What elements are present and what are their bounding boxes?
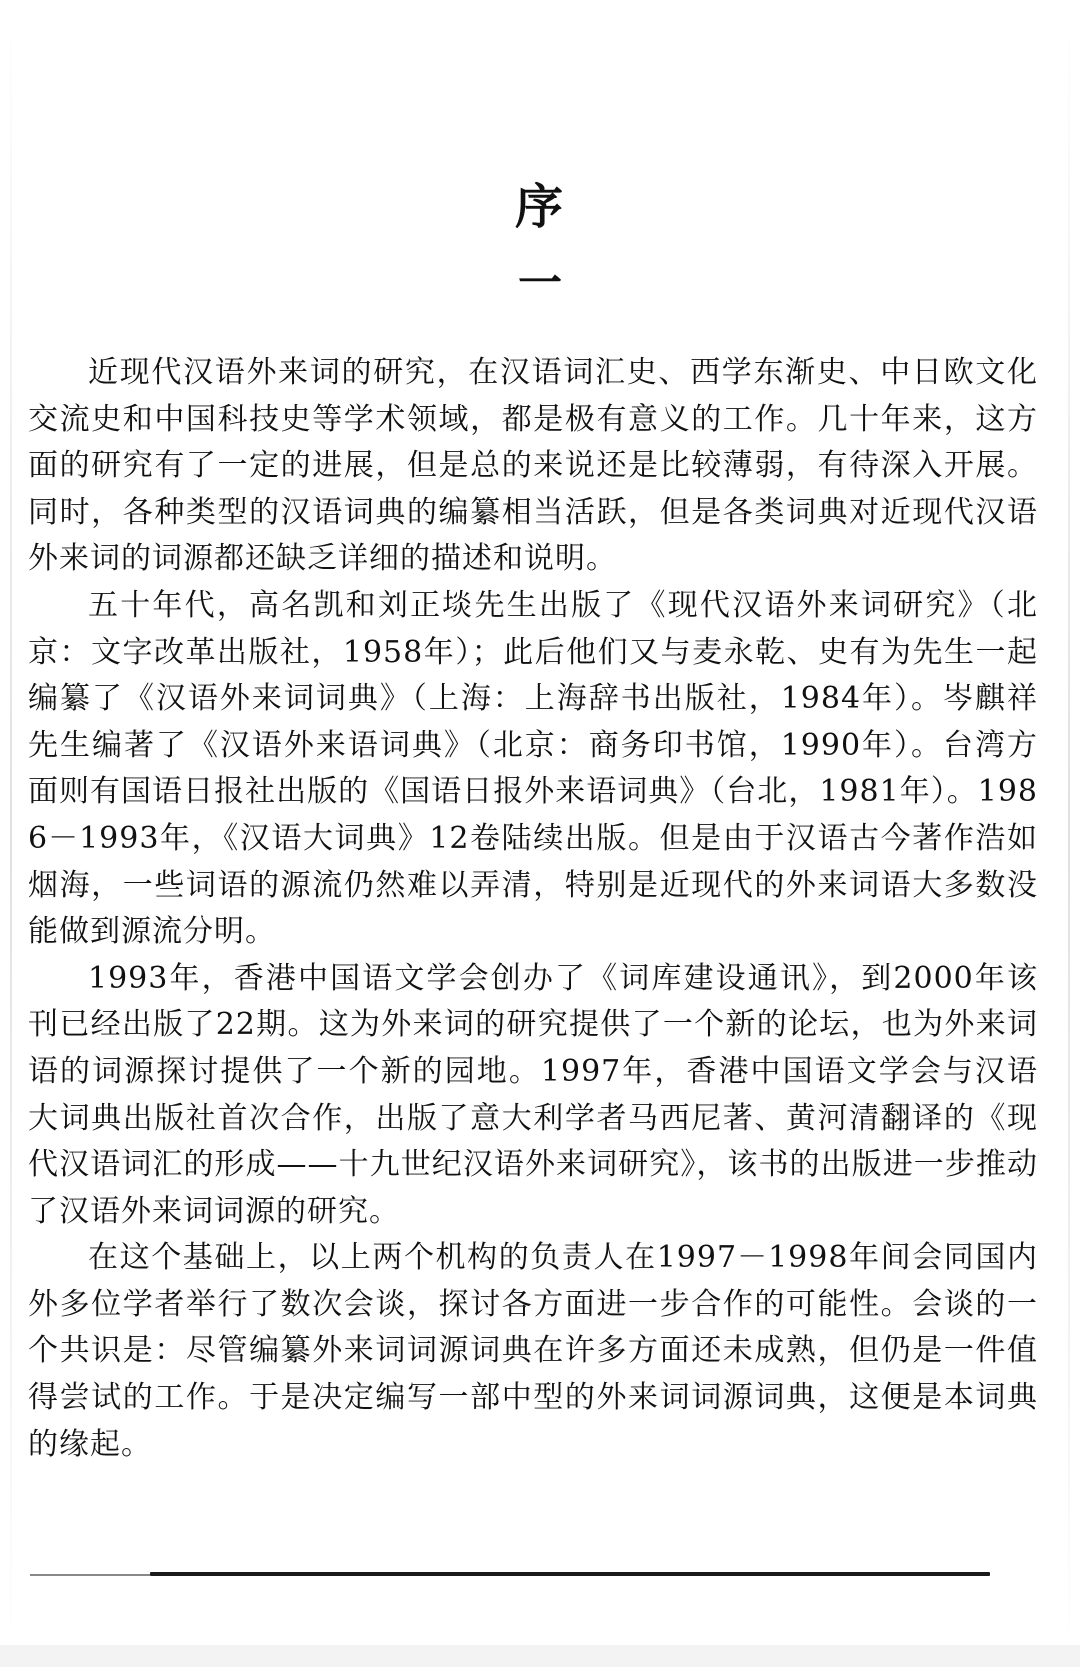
footer-rule-faint xyxy=(30,1574,150,1576)
scan-edge-right xyxy=(1068,0,1070,1667)
section-number: 一 xyxy=(518,258,562,309)
scan-bottom-strip xyxy=(0,1645,1080,1667)
page-title: 序 xyxy=(514,179,565,235)
scan-edge-left xyxy=(10,0,12,1667)
footer-rule xyxy=(150,1572,990,1576)
paragraph-2: 五十年代，高名凯和刘正埮先生出版了《现代汉语外来词研究》（北京：文字改革出版社，1958年）；此后他们又与麦永乾、史有为先生一起编纂了《汉语外来词词典》（上海：上海辞书出版社，1984年）。岑麒祥先生编著了《汉语外来语词典》（北京：商务印书馆，1990年）。台湾方面则有国语日报社出版的《国语日报外来语词典》（台北，1981年）。1986－1993年，《汉语大词典》12卷陆续出版。但是由于汉语古今著作浩如烟海，一些词语的源流仍然难以弄清，特别是近现代的外来词语大多数没能做到源流分明。 xyxy=(28,587,1038,950)
body-text xyxy=(28,350,1038,1468)
paragraph-3: 1993年，香港中国语文学会创办了《词库建设通讯》，到2000年该刊已经出版了22期。这为外来词的研究提供了一个新的论坛，也为外来词语的词源探讨提供了一个新的园地。1997年，香港中国语文学会与汉语大词典出版社首次合作，出版了意大利学者马西尼著、黄河清翻译的《现代汉语词汇的形成——十九世纪汉语外来词研究》，该书的出版进一步推动了汉语外来词词源的研究。 xyxy=(28,960,1038,1229)
paragraph-4: 在这个基础上，以上两个机构的负责人在1997－1998年间会同国内外多位学者举行了数次会谈，探讨各方面进一步合作的可能性。会谈的一个共识是：尽管编纂外来词词源词典在许多方面还未成熟，但仍是一件值得尝试的工作。于是决定编写一部中型的外来词词源词典，这便是本词典的缘起。 xyxy=(28,1240,1038,1462)
paragraph-1: 近现代汉语外来词的研究，在汉语词汇史、西学东渐史、中日欧文化交流史和中国科技史等学术领域，都是极有意义的工作。几十年来，这方面的研究有了一定的进展，但是总的来说还是比较薄弱，有待深入开展。同时，各种类型的汉语词典的编纂相当活跃，但是各类词典对近现代汉语外来词的词源都还缺乏详细的描述和说明。 xyxy=(28,355,1038,577)
